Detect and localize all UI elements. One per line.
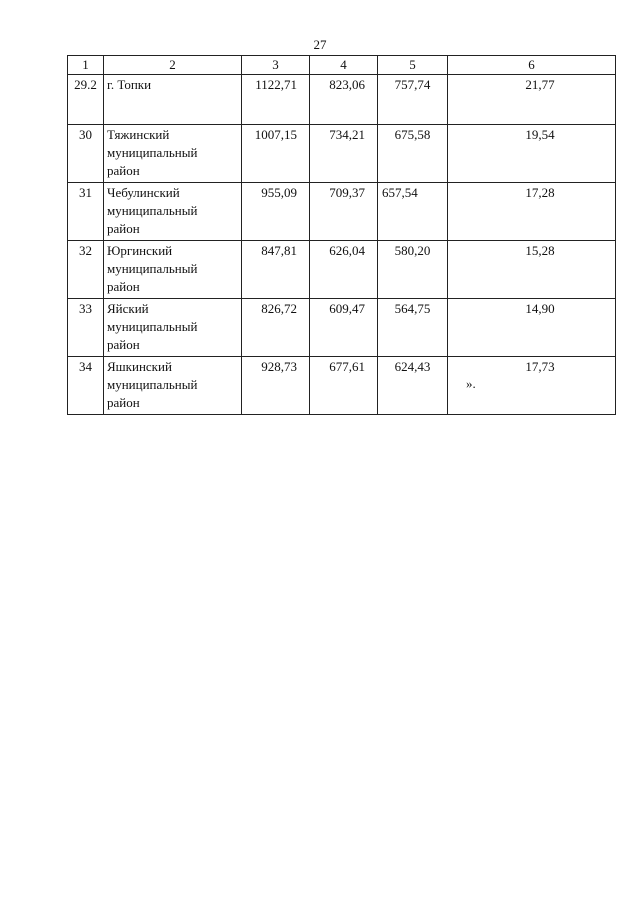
value-col3: 826,72 [242,299,310,357]
value-col5: 580,20 [378,241,448,299]
value-col6: 15,28 [448,241,616,299]
closing-quote-mark: ». [466,376,476,391]
column-header: 4 [310,56,378,75]
row-number: 32 [68,241,104,299]
column-header: 3 [242,56,310,75]
municipality-name [104,357,242,415]
value-col3: 847,81 [242,241,310,299]
column-header: 1 [68,56,104,75]
value-col5: 657,54 [378,183,448,241]
page-number: 27 [313,37,327,52]
value-col3: 1007,15 [242,125,310,183]
column-header: 6 [448,56,616,75]
municipality-name [104,75,242,125]
value-col4: 626,04 [310,241,378,299]
name-line: район [107,395,140,410]
municipality-name [104,183,242,241]
value-col3: 928,73 [242,357,310,415]
name-line: Тяжинский [107,127,170,142]
table-row [68,357,616,415]
name-line: Яшкинский [107,359,172,374]
name-line: район [107,221,140,236]
name-line: муниципальный [107,261,198,276]
value-col6: 17,28 [448,183,616,241]
name-line: район [107,337,140,352]
name-line: район [107,163,140,178]
value-col4: 823,06 [310,75,378,125]
column-header: 2 [104,56,242,75]
name-line: г. Топки [107,77,152,92]
value-col4: 609,47 [310,299,378,357]
value-col6: 17,73 [448,357,616,415]
name-line: муниципальный [107,203,198,218]
value-col6: 21,77 [448,75,616,125]
municipality-name [104,125,242,183]
table-row [68,125,616,183]
value-col4: 709,37 [310,183,378,241]
municipality-name [104,241,242,299]
value-col5: 624,43 [378,357,448,415]
value-col4: 734,21 [310,125,378,183]
value-col5: 675,58 [378,125,448,183]
value-col3: 955,09 [242,183,310,241]
value-col5: 564,75 [378,299,448,357]
name-line: муниципальный [107,319,198,334]
table-row [68,299,616,357]
name-line: Юргинский [107,243,173,258]
municipality-name [104,299,242,357]
row-number: 29.2 [68,75,104,125]
tariff-table [67,55,616,415]
name-line: муниципальный [107,377,198,392]
table-row [68,75,616,125]
value-col6: 19,54 [448,125,616,183]
value-col4: 677,61 [310,357,378,415]
name-line: Яйский [107,301,149,316]
table-row [68,241,616,299]
row-number: 31 [68,183,104,241]
value-col3: 1122,71 [242,75,310,125]
name-line: район [107,279,140,294]
row-number: 30 [68,125,104,183]
table-row [68,183,616,241]
column-header: 5 [378,56,448,75]
name-line: Чебулинский [107,185,180,200]
table-header-row [68,56,616,75]
value-col5: 757,74 [378,75,448,125]
row-number: 33 [68,299,104,357]
row-number: 34 [68,357,104,415]
value-col6: 14,90 [448,299,616,357]
name-line: муниципальный [107,145,198,160]
